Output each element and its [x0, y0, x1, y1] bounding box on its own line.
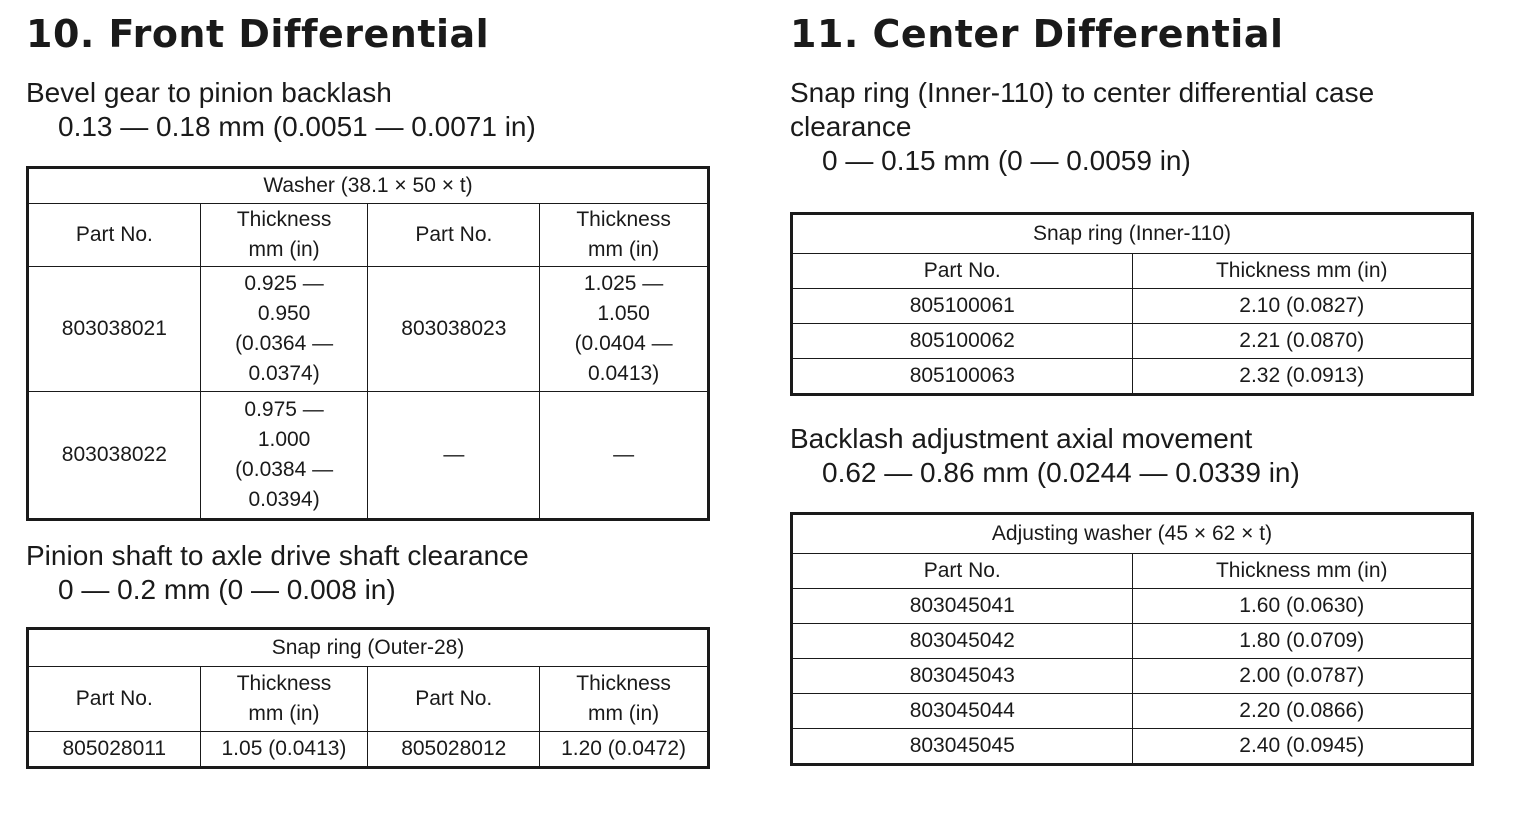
header-thickness-line1: Thickness	[576, 672, 671, 695]
thickness-line: 1.050	[597, 302, 650, 325]
header-thickness	[200, 204, 368, 267]
washer-table	[26, 166, 710, 521]
clearance-spec	[790, 76, 1476, 178]
header-thickness-line1: Thickness	[236, 672, 332, 695]
backlash-axial-spec	[790, 422, 1476, 490]
header-part-no: Part No.	[28, 204, 201, 267]
thickness-line: 0.975 —	[244, 398, 324, 421]
spec-value: 0 — 0.15 mm (0 — 0.0059 in)	[822, 145, 1191, 176]
table-caption: Washer (38.1 × 50 × t)	[28, 168, 709, 204]
snap-ring-outer-28-table	[26, 627, 710, 769]
part-number: 803045042	[792, 624, 1133, 659]
table-row	[28, 732, 709, 768]
thickness-line: 1.000	[257, 428, 311, 451]
table-row	[792, 694, 1473, 729]
header-thickness-line2: mm (in)	[248, 702, 320, 725]
part-number-empty: —	[368, 392, 540, 520]
table-caption: Adjusting washer (45 × 62 × t)	[792, 514, 1473, 554]
thickness-value: 2.20 (0.0866)	[1132, 694, 1473, 729]
thickness-value: 1.05 (0.0413)	[200, 732, 368, 768]
thickness-line: (0.0384 —	[235, 458, 334, 481]
table-row	[792, 659, 1473, 694]
pinion-clearance-spec	[26, 539, 712, 607]
header-part-no: Part No.	[792, 554, 1133, 589]
header-thickness-line1: Thickness	[236, 208, 332, 231]
thickness-value	[200, 392, 368, 520]
spec-label: Backlash adjustment axial movement	[790, 423, 1253, 454]
thickness-value: 1.20 (0.0472)	[540, 732, 709, 768]
thickness-value: 1.60 (0.0630)	[1132, 589, 1473, 624]
table-row	[28, 392, 709, 520]
table-row	[792, 624, 1473, 659]
part-number: 803045044	[792, 694, 1133, 729]
header-part-no: Part No.	[792, 254, 1133, 289]
header-thickness-line2: mm (in)	[587, 702, 660, 725]
table-row	[792, 589, 1473, 624]
header-thickness: Thickness mm (in)	[1132, 254, 1473, 289]
spec-value: 0.62 — 0.86 mm (0.0244 — 0.0339 in)	[822, 457, 1300, 488]
spec-value: 0.13 — 0.18 mm (0.0051 — 0.0071 in)	[58, 111, 536, 142]
section-title-front: 10. Front Differential	[26, 12, 490, 56]
part-number: 803038021	[28, 267, 201, 392]
thickness-value	[540, 267, 709, 392]
header-thickness-line2: mm (in)	[588, 238, 660, 261]
header-part-no: Part No.	[368, 204, 540, 267]
part-number: 803045043	[792, 659, 1133, 694]
thickness-value: 2.21 (0.0870)	[1132, 324, 1473, 359]
thickness-value: 2.00 (0.0787)	[1132, 659, 1473, 694]
thickness-value: 2.10 (0.0827)	[1132, 289, 1473, 324]
header-part-no: Part No.	[28, 667, 201, 732]
thickness-empty: —	[540, 392, 709, 520]
thickness-line: (0.0404 —	[574, 332, 673, 355]
thickness-value: 2.40 (0.0945)	[1132, 729, 1473, 765]
part-number: 803038023	[368, 267, 540, 392]
header-part-no: Part No.	[368, 667, 540, 732]
snap-ring-inner-110-table	[790, 212, 1474, 396]
thickness-line: 0.950	[257, 302, 311, 325]
part-number: 803045045	[792, 729, 1133, 765]
thickness-line: 0.925 —	[244, 272, 324, 295]
header-thickness-line2: mm (in)	[248, 238, 320, 261]
thickness-value	[200, 267, 368, 392]
spec-label: Pinion shaft to axle drive shaft clearance	[26, 540, 529, 571]
adjusting-washer-table	[790, 512, 1474, 766]
part-number: 805100063	[792, 359, 1133, 395]
part-number: 805028011	[28, 732, 201, 768]
thickness-line: 0.0413)	[587, 362, 660, 385]
spec-label: Bevel gear to pinion backlash	[26, 77, 392, 108]
table-header-row	[792, 254, 1473, 289]
table-row	[792, 324, 1473, 359]
backlash-spec	[26, 76, 712, 144]
front-differential-section	[26, 0, 712, 769]
table-row	[792, 729, 1473, 765]
part-number: 805100062	[792, 324, 1133, 359]
part-number: 803038022	[28, 392, 201, 520]
spec-label: clearance	[790, 111, 912, 142]
table-header-row	[28, 204, 709, 267]
header-thickness	[200, 667, 368, 732]
spec-label: Snap ring (Inner-110) to center differential case	[790, 77, 1375, 108]
header-thickness: Thickness mm (in)	[1132, 554, 1473, 589]
thickness-value: 2.32 (0.0913)	[1132, 359, 1473, 395]
thickness-line: 0.0374)	[248, 362, 320, 385]
table-row	[28, 267, 709, 392]
table-caption: Snap ring (Outer-28)	[28, 629, 709, 667]
thickness-line: (0.0364 —	[235, 332, 334, 355]
center-differential-section	[790, 0, 1476, 766]
table-caption: Snap ring (Inner-110)	[792, 214, 1473, 254]
thickness-value: 1.80 (0.0709)	[1132, 624, 1473, 659]
section-title-center: 11. Center Differential	[790, 12, 1284, 56]
table-row	[792, 289, 1473, 324]
table-header-row	[792, 554, 1473, 589]
part-number: 805100061	[792, 289, 1133, 324]
header-thickness	[540, 204, 709, 267]
part-number: 805028012	[368, 732, 540, 768]
thickness-line: 0.0394)	[248, 488, 320, 511]
table-header-row	[28, 667, 709, 732]
header-thickness	[540, 667, 709, 732]
header-thickness-line1: Thickness	[576, 208, 671, 231]
table-row	[792, 359, 1473, 395]
thickness-line: 1.025 —	[583, 272, 664, 295]
spec-value: 0 — 0.2 mm (0 — 0.008 in)	[58, 574, 396, 605]
part-number: 803045041	[792, 589, 1133, 624]
